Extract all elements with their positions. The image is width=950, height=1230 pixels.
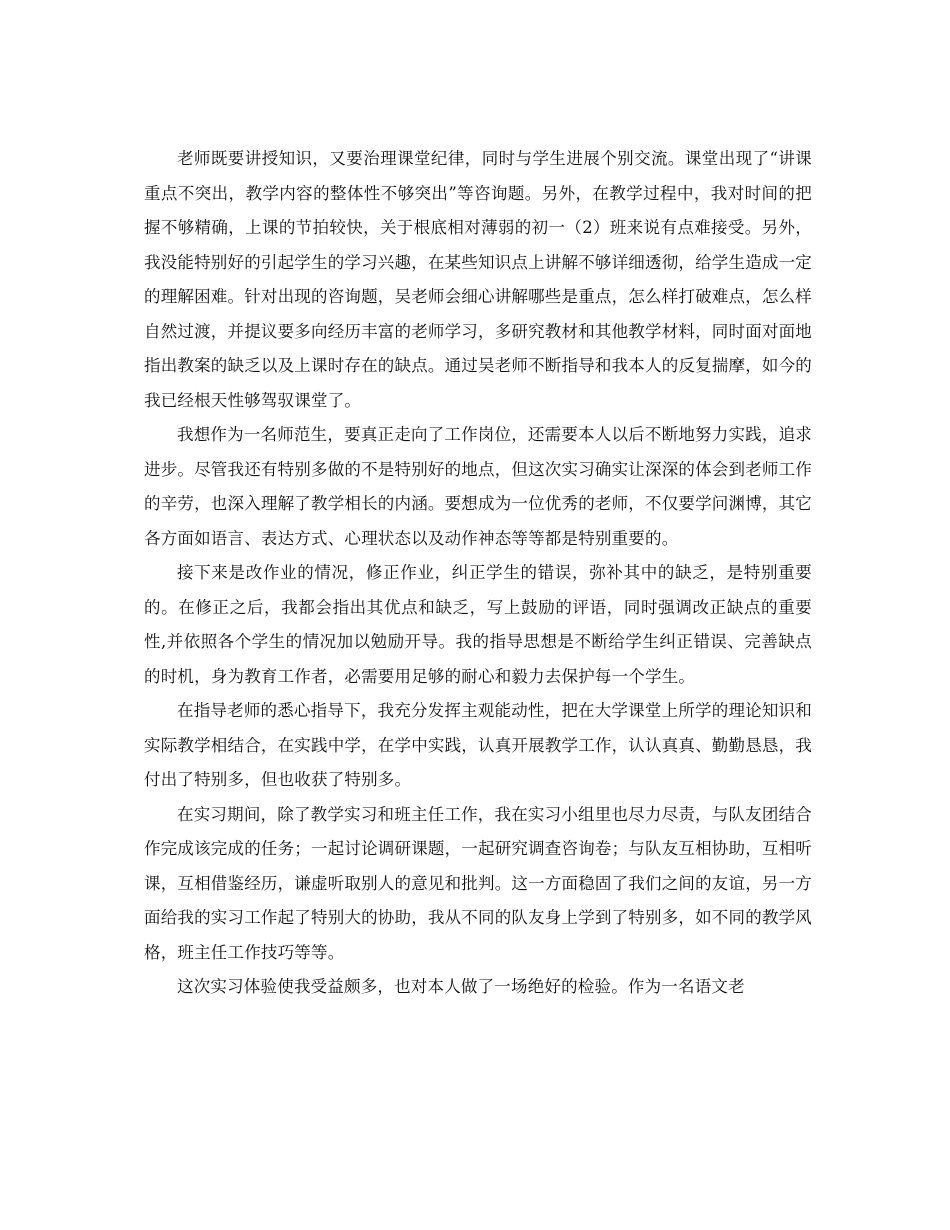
paragraph-6: 这次实习体验使我受益颇多，也对本人做了一场绝好的检验。作为一名语文老 (177, 977, 745, 996)
paragraph-4: 在指导老师的悉心指导下，我充分发挥主观能动性，把在大学课堂上所学的理论知识和实际教学相结合，在实践中学，在学中实践，认真开展教学工作，认认真真、勤勤恳恳，我付出了特别多，但也收获了特别多。 (144, 701, 812, 789)
document-body (144, 142, 812, 1005)
paragraph-2: 我想作为一名师范生，要真正走向了工作岗位，还需要本人以后不断地努力实践，追求进步。尽管我还有特别多做的不是特别好的地点，但这次实习确实让深深的体会到老师工作的辛劳，也深入理解了教学相长的内涵。要想成为一位优秀的老师，不仅要学问渊博，其它各方面如语言、表达方式、心理状态以及动作神态等等都是特别重要的。 (144, 425, 812, 548)
paragraph-5: 在实习期间，除了教学实习和班主任工作，我在实习小组里也尽力尽责，与队友团结合作完成该完成的任务；一起讨论调研课题，一起研究调查咨询卷；与队友互相协助，互相听课，互相借鉴经历，谦虚听取别人的意见和批判。这一方面稳固了我们之间的友谊，另一方面给我的实习工作起了特别大的协助，我从不同的队友身上学到了特别多，如不同的教学风格，班主任工作技巧等等。 (144, 804, 812, 962)
paragraph-3: 接下来是改作业的情况，修正作业，纠正学生的错误，弥补其中的缺乏，是特别重要的。在修正之后，我都会指出其优点和缺乏，写上鼓励的评语，同时强调改正缺点的重要性,并依照各个学生的情况加以勉励开导。我的指导思想是不断给学生纠正错误、完善缺点的时机，身为教育工作者，必需要用足够的耐心和毅力去保护每一个学生。 (144, 563, 812, 686)
paragraph-1: 老师既要讲授知识，又要治理课堂纪律，同时与学生进展个别交流。课堂出现了“讲课重点不突出，教学内容的整体性不够突出”等咨询题。另外，在教学过程中，我对时间的把握不够精确，上课的节拍较快，关于根底相对薄弱的初一（2）班来说有点难接受。另外，我没能特别好的引起学生的学习兴趣，在某些知识点上讲解不够详细透彻，给学生造成一定的理解困难。针对出现的咨询题，吴老师会细心讲解哪些是重点，怎么样打破难点，怎么样自然过渡，并提议要多向经历丰富的老师学习，多研究教材和其他教学材料，同时面对面地指出教案的缺乏以及上课时存在的缺点。通过吴老师不断指导和我本人的反复揣摩，如今的我已经根天性够驾驭课堂了。 (144, 149, 812, 410)
